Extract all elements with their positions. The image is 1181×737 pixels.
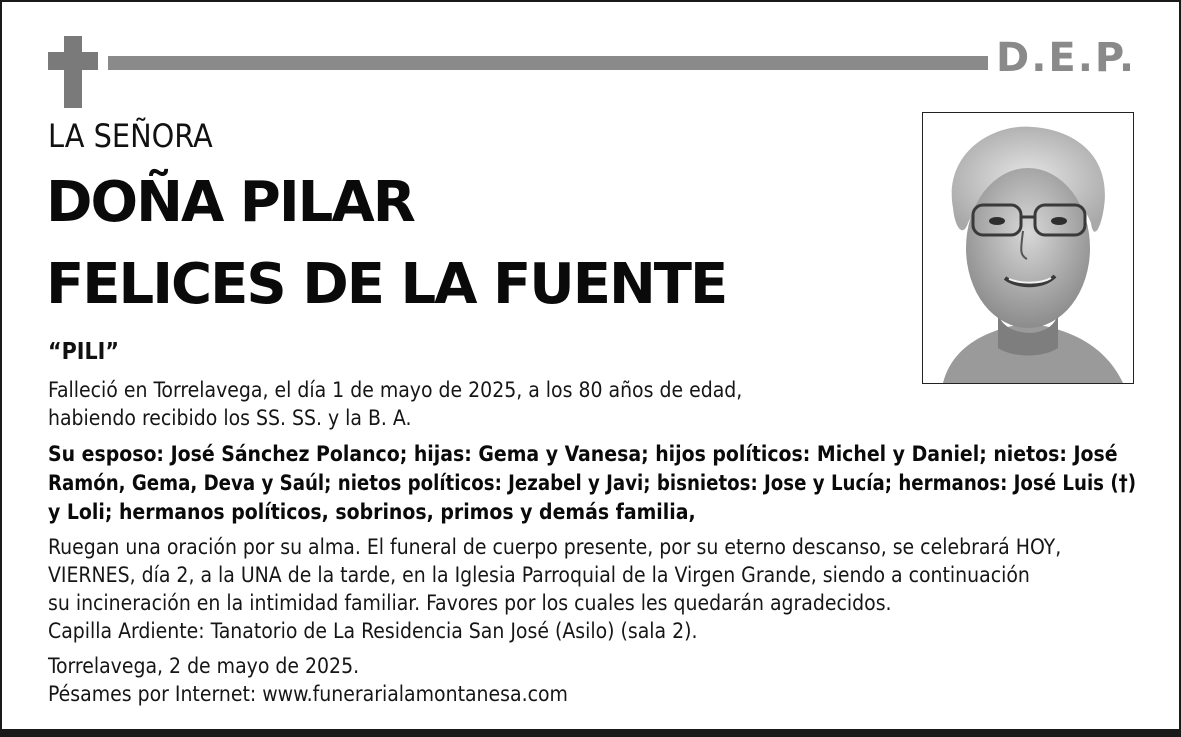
request-line: Capilla Ardiente: Tanatorio de La Residencia San José (Asilo) (sala 2). [48,619,698,643]
portrait-icon [923,113,1133,383]
cross-icon-arm [48,52,98,70]
title-prefix: LA SEÑORA [48,117,213,155]
header-rule [108,56,988,70]
family-line: Su esposo: José Sánchez Polanco; hijas: Gema y Vanesa; hijos políticos: Michel y Daniel; nietos: José [48,442,1118,466]
request-line: Ruegan una oración por su alma. El funeral de cuerpo presente, por su eterno descanso, se celebrará HOY, [48,535,1062,559]
portrait-photo [922,112,1134,384]
family-line: Ramón, Gema, Deva y Saúl; nietos políticos: Jezabel y Javi; bisnietos: Jose y Lucía; hermanos: José Luis (†) [48,471,1137,495]
death-notice-line: habiendo recibido los SS. SS. y la B. A. [48,406,412,430]
dep-label: D.E.P. [996,35,1137,81]
nickname: “PILI” [48,339,119,365]
condolences-line [48,680,568,708]
deceased-name-line-1: DOÑA PILAR [46,170,414,235]
date-place: Torrelavega, 2 de mayo de 2025. [48,654,360,678]
cross-icon [64,36,82,108]
family-line: y Loli; hermanos políticos, sobrinos, primos y demás familia, [48,500,696,524]
deceased-name-line-2: FELICES DE LA FUENTE [46,252,727,317]
request-line: VIERNES, día 2, a la UNA de la tarde, en la Iglesia Parroquial de la Virgen Grande, siendo a continuación [48,563,1030,587]
request-line: su incineración en la intimidad familiar. Favores por los cuales les quedarán agradecidos. [48,591,892,615]
death-notice-line: Falleció en Torrelavega, el día 1 de mayo de 2025, a los 80 años de edad, [48,378,743,402]
condolences-text: Pésames por Internet: www.funerarialamontanesa.com [48,682,568,706]
